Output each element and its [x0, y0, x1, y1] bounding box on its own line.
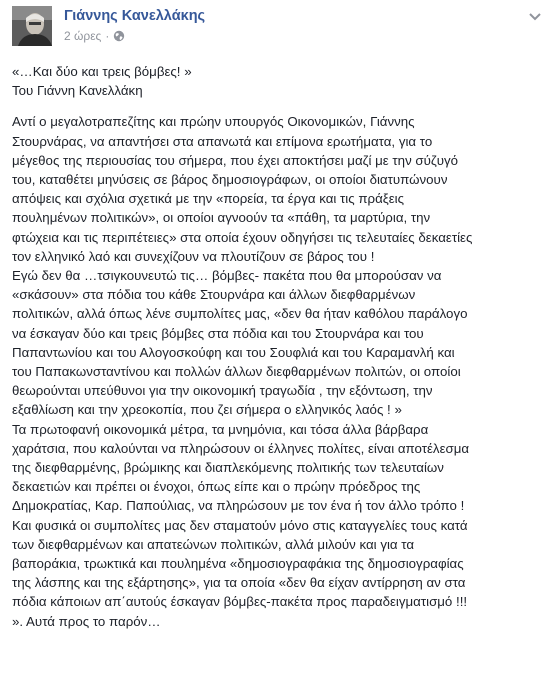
text-line: θεωρούνται υπεύθυνοι για την οικονομική τραγωδία , την εξόντωση, την [12, 383, 433, 399]
text-line: Αντί ο μεγαλοτραπεζίτης και πρώην υπουργός Οικονομικών, Γιάννης [12, 114, 415, 130]
text-line: του, καταθέτει μηνύσεις σε βάρος δημοσιογράφων, οι οποίοι διατυπώνουν [12, 172, 448, 188]
text-line: τον ελληνικό λαό και συνεχίζουν να πλουτίζουν σε βάρος του ! [12, 248, 375, 264]
text-line: Εγώ δεν θα …τσιγκουνευτώ τις… βόμβες- πακέτα που θα μπορούσαν να [12, 268, 442, 284]
text-line: Και φυσικά οι συμπολίτες μας δεν σταματούν μόνο στις καταγγελίες τους κατά [12, 517, 468, 533]
text-line: μέγεθος της περιουσίας του σήμερα, που έχει αποκτήσει μαζί με την σύζυγό [12, 152, 459, 168]
text-line: βαπoράκια, τρωκτικά και πουλημένα «δημοσιογραφάκια της δημοσιογραφίας [12, 556, 464, 572]
text-line: πόδια κάποιων απ΄αυτούς έσκαγαν βόμβες-πακέτα προς παραδειγματισμό !!! [12, 594, 468, 610]
timestamp[interactable]: 2 ώρες [64, 29, 102, 43]
text-line: χαράτσια, που καλούνται να πληρώσουν οι έλληνες πολίτες, είναι αποτέλεσμα [12, 440, 470, 456]
text-line: της διεφθαρμένης, βρώμικης και διαπλεκόμενης πολιτικής των τελευταίων [12, 460, 444, 476]
text-line: ». Αυτά προς το παρόν… [12, 613, 161, 629]
text-line: εξαθλίωση και την χρεοκοπία, που ζει σήμερα ο ελληνικός λαός ! » [12, 402, 402, 418]
globe-icon[interactable] [113, 30, 125, 42]
quote-title: «…Και δύο και τρεις βόμβες! » [12, 64, 192, 79]
chevron-down-icon[interactable] [527, 10, 543, 22]
meta-separator: · [105, 29, 110, 43]
profile-photo [12, 6, 52, 46]
text-line: Παπαντωνίου και του Αλογοσκούφη και του Σουφλιά και του Καραμανλή και [12, 344, 455, 360]
text-line: των διεφθαρμένων και απατεώνων πολιτικών, αλλά μιλούν και για τα [12, 536, 415, 552]
text-line: του Παπακωνσταντίνου και πολλών άλλων διεφθαρμένων πολιτών, οι οποίοι [12, 364, 461, 380]
avatar[interactable] [12, 6, 52, 46]
text-line: δεκαετιών και πρέπει οι ένοχοι, όπως είπε και ο πρώην πρόεδρος της [12, 479, 421, 495]
post-meta [64, 29, 125, 43]
text-line: να έσκαγαν δύο και τρεις βόμβες στα πόδια και του Στουρνάρα και του [12, 325, 424, 341]
paragraph-gap [12, 100, 547, 112]
text-line: «σκάσουν» στα πόδια του κάθε Στουρνάρα και άλλων διεφθαρμένων [12, 287, 416, 303]
byline: Του Γιάννη Κανελλάκη [12, 83, 143, 99]
text-line: πολιτικών, αλλά όπως λένε συμπολίτες μας, «δεν θα ήταν καθόλου παράλογο [12, 306, 468, 322]
text-line: Στουρνάρας, να απαντήσει στα απανωτά και επίμονα ερωτήματα, για το [12, 133, 433, 149]
text-line: Τα πρωτοφανή οικονομικά μέτρα, τα μνημόνια, και τόσα άλλα βάρβαρα [12, 421, 429, 437]
text-line: πουλημένων πολιτικών», οι οποίοι αγνοούν τα «πάθη, τα μαρτύρια, την [12, 210, 431, 226]
text-line: Δημοκρατίας, Καρ. Παπούλιας, να πληρώσουν με τον ένα ή τον άλλο τρόπο ! [12, 498, 465, 514]
text-line: της λάσπης και της εξάρτησης», για τα οποία «δεν θα είχαν αντίρρηση αν στα [12, 575, 466, 591]
text-line: απόψεις και σχόλια σχετικά με την «πορεία, τα έργα και τις πράξεις [12, 191, 405, 207]
post-text [12, 62, 547, 631]
author-name[interactable]: Γιάννης Κανελλάκης [64, 8, 206, 24]
text-line: φτώχεια και τις περιπέτειες» στα οποία έχουν οδηγήσει τις τελευταίες δεκαετίες [12, 229, 473, 245]
